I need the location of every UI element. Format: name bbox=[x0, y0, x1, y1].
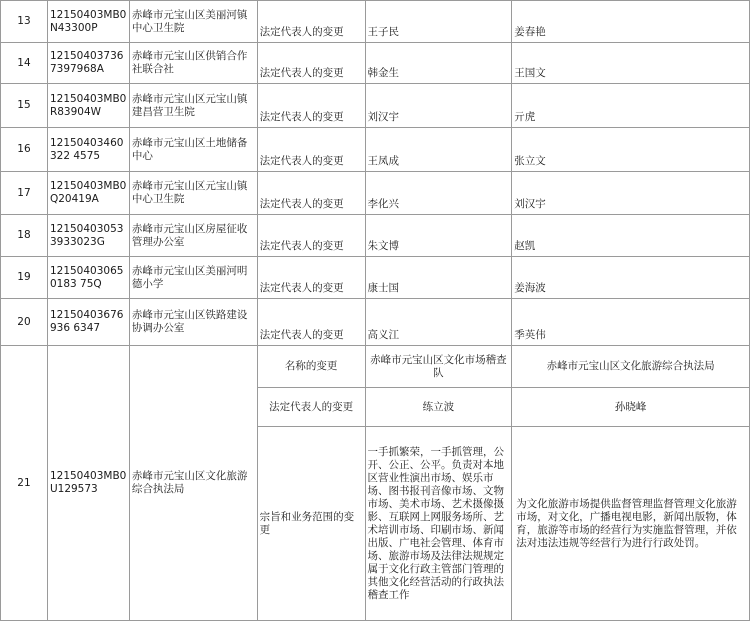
value-before: 赤峰市元宝山区文化市场稽查队 bbox=[365, 346, 512, 388]
value-before: 朱文博 bbox=[365, 215, 512, 257]
credit-code: 121504037367397968A bbox=[47, 43, 129, 84]
unit-name: 赤峰市元宝山区土地储备中心 bbox=[129, 128, 257, 172]
credit-code: 12150403MB0Q20419A bbox=[47, 172, 129, 215]
value-after: 姜海波 bbox=[512, 257, 750, 299]
table-row bbox=[1, 172, 750, 215]
value-before: 高义江 bbox=[365, 299, 512, 346]
row-number: 14 bbox=[1, 43, 48, 84]
credit-code: 12150403MB0U129573 bbox=[47, 346, 129, 621]
value-after: 亓虎 bbox=[512, 84, 750, 128]
value-after: 姜春艳 bbox=[512, 1, 750, 43]
table-row bbox=[1, 128, 750, 172]
credit-code: 12150403460322 4575 bbox=[47, 128, 129, 172]
row-number: 16 bbox=[1, 128, 48, 172]
value-before: 李化兴 bbox=[365, 172, 512, 215]
unit-name: 赤峰市元宝山区房屋征收管理办公室 bbox=[129, 215, 257, 257]
value-before: 王凤成 bbox=[365, 128, 512, 172]
table-row bbox=[1, 43, 750, 84]
value-after: 王国文 bbox=[512, 43, 750, 84]
value-after: 孙晓峰 bbox=[512, 388, 750, 427]
value-after: 刘汉宇 bbox=[512, 172, 750, 215]
change-item: 法定代表人的变更 bbox=[257, 215, 365, 257]
table-row bbox=[1, 84, 750, 128]
value-after: 赤峰市元宝山区文化旅游综合执法局 bbox=[512, 346, 750, 388]
change-item: 法定代表人的变更 bbox=[257, 172, 365, 215]
credit-code: 12150403MB0R83904W bbox=[47, 84, 129, 128]
table-row bbox=[1, 1, 750, 43]
value-after: 为文化旅游市场提供监督管理监督管理文化旅游市场，对文化，广播电视电影，新闻出版物，体育，旅游等市场的经营行为实施监督管理，并依法对违法违规等经营行为进行行政处罚。 bbox=[512, 427, 750, 621]
row-number: 18 bbox=[1, 215, 48, 257]
change-item: 法定代表人的变更 bbox=[257, 128, 365, 172]
change-item: 法定代表人的变更 bbox=[257, 388, 365, 427]
unit-name: 赤峰市元宝山区文化旅游综合执法局 bbox=[129, 346, 257, 621]
change-item: 宗旨和业务范围的变更 bbox=[257, 427, 365, 621]
row-number: 15 bbox=[1, 84, 48, 128]
row-number: 17 bbox=[1, 172, 48, 215]
unit-name: 赤峰市元宝山区铁路建设协调办公室 bbox=[129, 299, 257, 346]
value-before: 康士国 bbox=[365, 257, 512, 299]
row-number: 13 bbox=[1, 1, 48, 43]
change-item: 法定代表人的变更 bbox=[257, 43, 365, 84]
value-before: 刘汉宇 bbox=[365, 84, 512, 128]
value-after: 张立文 bbox=[512, 128, 750, 172]
unit-name: 赤峰市元宝山区元宝山镇中心卫生院 bbox=[129, 172, 257, 215]
table-row bbox=[1, 346, 750, 388]
value-before: 练立波 bbox=[365, 388, 512, 427]
change-item: 法定代表人的变更 bbox=[257, 1, 365, 43]
row-number: 19 bbox=[1, 257, 48, 299]
change-item: 法定代表人的变更 bbox=[257, 257, 365, 299]
table-row bbox=[1, 299, 750, 346]
credit-code: 121504030533933023G bbox=[47, 215, 129, 257]
value-before: 一手抓繁荣，一手抓管理，公开、公正、公平。负责对本地区营业性演出市场、娱乐市场、图书报刊音像市场、文物市场、美术市场、艺术摄像摄影、互联网上网服务场所、艺术培训市场、印刷市场、新闻出版、广电社会管理、体育市场、旅游市场及法律法规规定属于文化行政主管部门管理的其他文化经营活动的行政执法稽查工作 bbox=[365, 427, 512, 621]
change-item: 法定代表人的变更 bbox=[257, 84, 365, 128]
row-number: 21 bbox=[1, 346, 48, 621]
credit-code: 121504030650183 75Q bbox=[47, 257, 129, 299]
unit-name: 赤峰市元宝山区美丽河镇中心卫生院 bbox=[129, 1, 257, 43]
table-row bbox=[1, 257, 750, 299]
row-number: 20 bbox=[1, 299, 48, 346]
change-item: 名称的变更 bbox=[257, 346, 365, 388]
credit-code: 12150403676936 6347 bbox=[47, 299, 129, 346]
unit-name: 赤峰市元宝山区美丽河明德小学 bbox=[129, 257, 257, 299]
unit-name: 赤峰市元宝山区供销合作社联合社 bbox=[129, 43, 257, 84]
credit-code: 12150403MB0N43300P bbox=[47, 1, 129, 43]
table-row bbox=[1, 215, 750, 257]
change-item: 法定代表人的变更 bbox=[257, 299, 365, 346]
value-before: 王子民 bbox=[365, 1, 512, 43]
value-after: 赵凯 bbox=[512, 215, 750, 257]
value-before: 韩金生 bbox=[365, 43, 512, 84]
value-after: 季英伟 bbox=[512, 299, 750, 346]
unit-name: 赤峰市元宝山区元宝山镇建昌营卫生院 bbox=[129, 84, 257, 128]
